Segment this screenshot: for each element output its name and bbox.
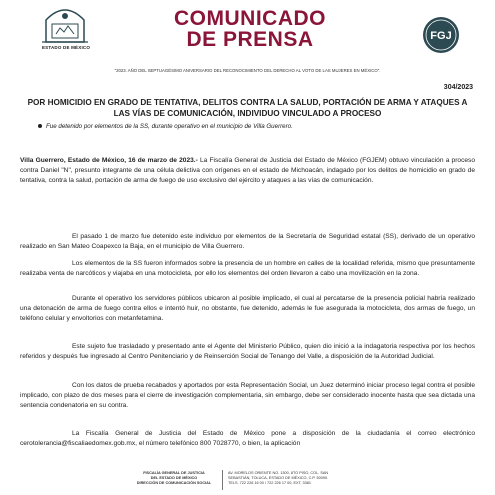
- paragraph-3: Los elementos de la SS fueron informados sobre la presencia de un hombre en calles de la localidad referida, mismo que presuntamente realizaba venta de narcóticos y viajaba en una motocicleta, por ello los elementos del orden llevaron a cabo una movilización en la zona.: [20, 260, 475, 277]
- footer-institution-line-2: DEL ESTADO DE MÉXICO: [150, 476, 198, 480]
- document-title: POR HOMICIDIO EN GRADO DE TENTATIVA, DELITOS CONTRA LA SALUD, PORTACIÓN DE ARMA Y ATAQUES A LAS VÍAS DE COMUNICACIÓN, INDIVIDUO VINCULADO A PROCESO: [27, 98, 468, 118]
- press-release-headline: [150, 8, 350, 50]
- fgj-logo-icon: [422, 16, 460, 54]
- paragraph-1-text: La Fiscalía General de Justicia del Estado de México (FGJEM) obtuvo vinculación a proceso contra Daniel "N", presunto integrante de una célula delictiva con orígenes en el estado de Michoacán, indagado por los delitos de homicidio en grado de tentativa, contra la salud, portación de arma de fuego de uso exclusivo del ejército y ataques a las vías de comunicación.: [20, 157, 476, 184]
- footer-institution-line-3: DIRECCIÓN DE COMUNICACIÓN SOCIAL: [136, 481, 212, 485]
- paragraph-7: La Fiscalía General de Justicia del Estado de México pone a disposición de la ciudadanía el correo electrónico cerotolerancia@fiscaliaedomex.gob.mx, el número telefónico 800 7028770, o bien, la aplicación: [20, 430, 475, 447]
- footer-institution: [128, 471, 220, 486]
- seal-label: ESTADO DE MÉXICO: [41, 45, 91, 50]
- bullet-icon: [38, 124, 42, 128]
- footer-address-line-2: SEBASTIÁN, TOLUCA, ESTADO DE MÉXICO, C.P. 50090.: [228, 476, 329, 480]
- paragraph-5: Este sujeto fue trasladado y presentado ante el Agente del Ministerio Público, quien dio inició a la indagatoria respectiva por los hechos referidos y después fue ingresado al Centro Penitenciario y de Reinserción Social de Tenango del Valle, a disposición de la Autoridad Judicial.: [20, 343, 475, 360]
- fgj-logo-text: FGJ: [430, 30, 452, 42]
- footer-address: [228, 471, 428, 486]
- headline-line-1: COMUNICADO: [174, 7, 326, 30]
- document-number: 304/2023: [443, 84, 473, 91]
- paragraph-2: El pasado 1 de marzo fue detenido este individuo por elementos de la Secretaría de Seguridad estatal (SS), derivado de un operativo realizado en San Mateo Coapexco la Baja, en el municipio de Villa Guerrero.: [20, 233, 475, 250]
- slogan-line: "2023. AÑO DEL SEPTUAGÉSIMO ANIVERSARIO DEL RECONOCIMIENTO DEL DERECHO AL VOTO DE LAS MUJERES EN MÉXICO".: [114, 68, 381, 73]
- paragraph-4: Durante el operativo los servidores públicos ubicaron al posible implicado, el cual al percatarse de la presencia policial habría realizado una detonación de arma de fuego contra ellos e intentó huir, no obstante, fue detenido, además le fue asegurada la motocicleta, dos armas de fuego, un teléfono celular y envoltorios con metanfetamina.: [20, 295, 475, 322]
- footer-address-line-3: TELS. 722 226 16 00 / 722 226 17 00, EXT. 3381: [228, 481, 311, 485]
- estado-de-mexico-seal-icon: [38, 6, 92, 44]
- paragraph-6: Con los datos de prueba recabados y aportados por esta Representación Social, un Juez determinó iniciar proceso legal contra el posible implicado, con plazo de dos meses para el cierre de investigación complementaria, sin embargo, debe ser considerado inocente hasta que sea dictada una sentencia condenatoria en su contra.: [20, 382, 475, 409]
- dateline: Villa Guerrero, Estado de México, 16 de marzo de 2023.-: [20, 157, 198, 164]
- summary-bullet: Fue detenido por elementos de la SS, durante operativo en el municipio de Villa Guerrero.: [46, 123, 293, 130]
- footer-institution-line-1: FISCALÍA GENERAL DE JUSTICIA: [143, 471, 205, 475]
- footer-address-line-1: AV. MORELOS ORIENTE NO. 1300, 8TO PISO, COL. SAN: [228, 471, 329, 475]
- headline-line-2: DE PRENSA: [186, 28, 314, 51]
- footer-divider: [222, 470, 223, 490]
- paragraph-1: [20, 156, 475, 186]
